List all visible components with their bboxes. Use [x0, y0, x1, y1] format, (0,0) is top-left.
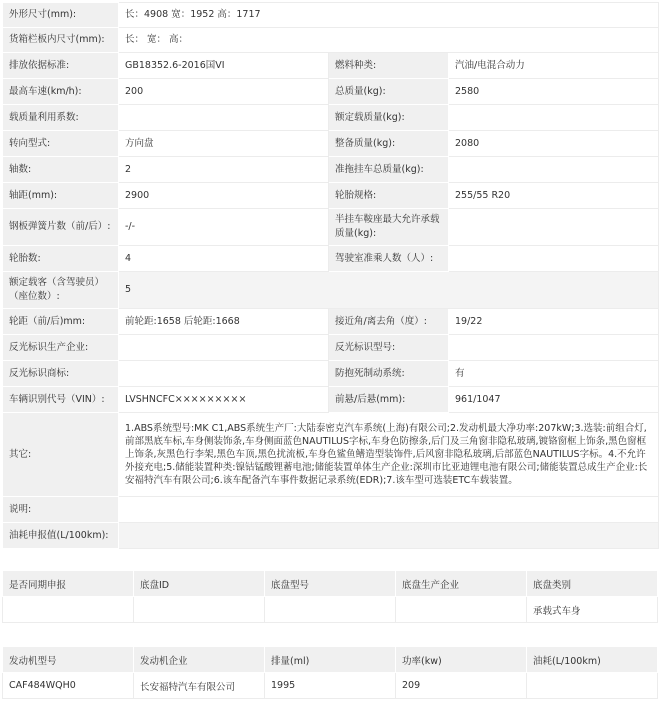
spec-label: 轮胎规格: — [329, 183, 449, 209]
spec-label: 驾驶室准乘人数（人）: — [329, 246, 449, 272]
spec-row — [3, 309, 659, 335]
spec-label: 钢板弹簧片数（前/后）: — [3, 209, 119, 246]
spec-value — [119, 497, 659, 523]
spec-value — [449, 209, 659, 246]
engine-cell: 209 — [396, 673, 527, 699]
spec-row-note — [3, 497, 659, 523]
spec-value: 5 — [119, 272, 659, 309]
spec-row — [3, 131, 659, 157]
spec-row-cargo — [3, 28, 659, 53]
engine-header: 发动机型号 — [3, 647, 134, 673]
spec-row-fuel-report — [3, 523, 659, 549]
spec-label: 货箱栏板内尺寸(mm): — [3, 28, 119, 53]
spec-label: 油耗申报值(L/100km): — [3, 523, 119, 549]
spec-label: 总质量(kg): — [329, 79, 449, 105]
spec-value: GB18352.6-2016国VI — [119, 53, 329, 79]
spec-label: 轴距(mm): — [3, 183, 119, 209]
spec-value — [119, 523, 659, 549]
spec-label: 反光标识商标: — [3, 361, 119, 387]
spec-value: 2080 — [449, 131, 659, 157]
spec-value: 长：4908 宽：1952 高：1717 — [119, 3, 659, 28]
spec-label: 其它: — [3, 413, 119, 497]
spec-label: 排放依据标准: — [3, 53, 119, 79]
chassis-header: 底盘生产企业 — [396, 571, 527, 597]
spec-row — [3, 157, 659, 183]
spec-label: 额定载客（含驾驶员）（座位数）: — [3, 272, 119, 309]
spec-value — [449, 335, 659, 361]
spec-label: 说明: — [3, 497, 119, 523]
spec-row — [3, 105, 659, 131]
spec-label: 转向型式: — [3, 131, 119, 157]
engine-header: 发动机企业 — [134, 647, 265, 673]
engine-cell: CAF484WQH0 — [3, 673, 134, 699]
spec-value: 方向盘 — [119, 131, 329, 157]
spec-label: 防抱死制动系统: — [329, 361, 449, 387]
spec-value: 4 — [119, 246, 329, 272]
engine-header-row — [3, 647, 658, 673]
spec-row — [3, 79, 659, 105]
spec-row — [3, 53, 659, 79]
spec-row-seats — [3, 272, 659, 309]
spec-label: 轮距（前/后)mm: — [3, 309, 119, 335]
chassis-header: 是否同期申报 — [3, 571, 134, 597]
spec-row — [3, 209, 659, 246]
engine-cell: 长安福特汽车有限公司 — [134, 673, 265, 699]
spec-label: 准拖挂车总质量(kg): — [329, 157, 449, 183]
spec-row — [3, 335, 659, 361]
spec-value: 前轮距:1658 后轮距:1668 — [119, 309, 329, 335]
spec-label: 前悬/后悬(mm): — [329, 387, 449, 413]
spec-label: 轴数: — [3, 157, 119, 183]
engine-header: 排量(ml) — [265, 647, 396, 673]
engine-header: 功率(kw) — [396, 647, 527, 673]
spec-label: 轮胎数: — [3, 246, 119, 272]
chassis-cell — [134, 597, 265, 623]
engine-row — [3, 673, 658, 699]
spec-value — [449, 105, 659, 131]
spec-value: 961/1047 — [449, 387, 659, 413]
spec-value: 2 — [119, 157, 329, 183]
spec-label: 外形尺寸(mm): — [3, 3, 119, 28]
spec-value: 1.ABS系统型号:MK C1,ABS系统生产厂:大陆泰密克汽车系统(上海)有限公司;2.发动机最大净功率:207kW;3.选装:前组合灯,前部黑底车标,车身侧装饰条,车身侧面蓝色NAUTILUS字标,车身色防擦条,后门及三角窗非隐私玻璃,镀铬窗框上饰条,黑色窗框上饰条,灰黑色行李架,黑色车顶,黑色扰流板,车身色鲨鱼鳍造型装饰件,后风窗非隐私玻璃,后部蓝色NAUTILUS字标。4.不允许外接充电;5.储能装置种类:镍钴锰酸锂蓄电池;储能装置单体生产企业:深圳市比亚迪锂电池有限公司;储能装置总成生产企业:长安福特汽车有限公司;6.该车配备汽车事件数据记录系统(EDR);7.该车型可选装ETC车载装置。 — [119, 413, 659, 497]
spec-label: 车辆识别代号（VIN）: — [3, 387, 119, 413]
spec-value: 有 — [449, 361, 659, 387]
chassis-cell — [265, 597, 396, 623]
spec-value — [449, 246, 659, 272]
spec-label: 反光标识生产企业: — [3, 335, 119, 361]
chassis-cell — [396, 597, 527, 623]
spec-value: 长： 宽： 高： — [119, 28, 659, 53]
spec-value — [119, 105, 329, 131]
chassis-header: 底盘类别 — [527, 571, 658, 597]
spec-label: 半挂车鞍座最大允许承载质量(kg): — [329, 209, 449, 246]
spec-label: 载质量利用系数: — [3, 105, 119, 131]
spec-row-dims — [3, 3, 659, 28]
spec-value — [119, 335, 329, 361]
chassis-header-row — [3, 571, 658, 597]
engine-table — [2, 646, 658, 699]
spec-value — [119, 361, 329, 387]
chassis-header: 底盘ID — [134, 571, 265, 597]
engine-header: 油耗(L/100km) — [527, 647, 658, 673]
spec-value — [449, 157, 659, 183]
spec-value: -/- — [119, 209, 329, 246]
spec-label: 反光标识型号: — [329, 335, 449, 361]
spec-row — [3, 387, 659, 413]
spec-label: 额定载质量(kg): — [329, 105, 449, 131]
spec-value: 200 — [119, 79, 329, 105]
engine-cell — [527, 673, 658, 699]
spec-value: LVSHNCFC××××××××× — [119, 387, 329, 413]
spec-row — [3, 361, 659, 387]
chassis-table — [2, 570, 658, 623]
spec-value: 2580 — [449, 79, 659, 105]
spec-label: 燃料种类: — [329, 53, 449, 79]
spec-value: 19/22 — [449, 309, 659, 335]
spec-value: 2900 — [119, 183, 329, 209]
chassis-row — [3, 597, 658, 623]
chassis-cell: 承载式车身 — [527, 597, 658, 623]
spec-row — [3, 246, 659, 272]
spec-label: 最高车速(km/h): — [3, 79, 119, 105]
spec-table — [2, 2, 659, 549]
spec-label: 整备质量(kg): — [329, 131, 449, 157]
spec-label: 接近角/离去角（度）: — [329, 309, 449, 335]
spec-row-other — [3, 413, 659, 497]
spec-row — [3, 183, 659, 209]
spec-value: 汽油/电混合动力 — [449, 53, 659, 79]
spec-value: 255/55 R20 — [449, 183, 659, 209]
engine-cell: 1995 — [265, 673, 396, 699]
chassis-header: 底盘型号 — [265, 571, 396, 597]
chassis-cell — [3, 597, 134, 623]
